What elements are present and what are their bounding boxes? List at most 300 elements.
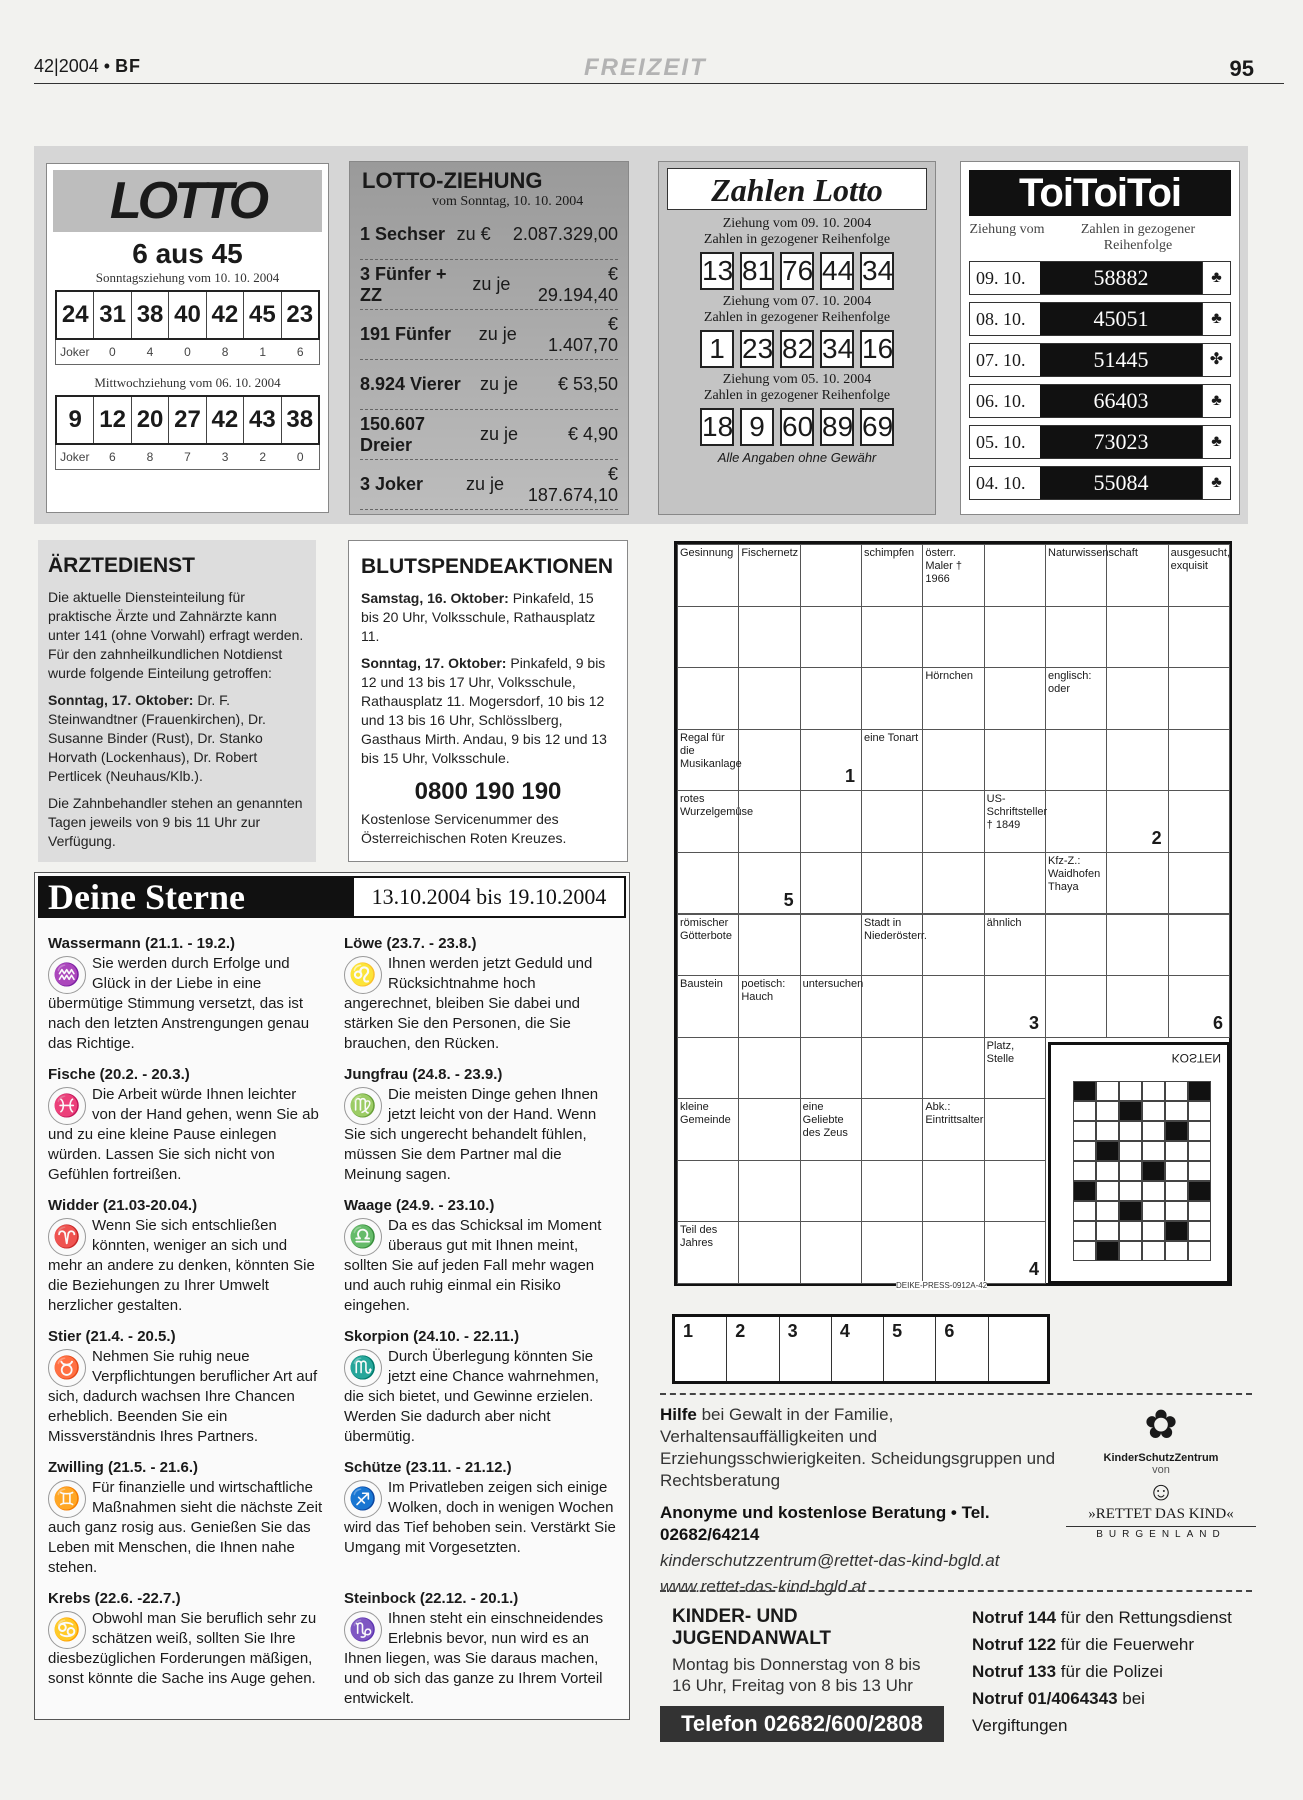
number: 40 xyxy=(169,292,206,338)
crossword-cell[interactable] xyxy=(861,1037,923,1100)
prize-row xyxy=(360,360,618,410)
wed-joker xyxy=(55,445,320,470)
sign-text: Ihnen steht ein einschneidendes Erlebnis bevor, nun wird es an Ihnen liegen, was Sie daraus machen, und ob sich das ganze zu Ihrem Vorteil entwickelt. xyxy=(344,1610,604,1707)
draw-numbers xyxy=(659,252,935,290)
crossword-cell[interactable] xyxy=(677,1037,739,1100)
crossword-cell[interactable] xyxy=(984,852,1046,915)
solution-number: 1 xyxy=(845,766,856,787)
flower-icon: ✿ xyxy=(1144,1403,1178,1447)
mirror-cell xyxy=(1188,1161,1211,1181)
bold-date: Sonntag, 17. Oktober: xyxy=(48,692,194,708)
number: 45 xyxy=(244,292,281,338)
blut-p1 xyxy=(361,589,615,646)
draw-order: Zahlen in gezogener Reihenfolge xyxy=(703,310,891,325)
prize-amount: € 187.674,10 xyxy=(527,463,618,505)
crossword-cell[interactable] xyxy=(922,914,984,977)
horoscope-sign xyxy=(344,1065,620,1186)
crossword-cell[interactable] xyxy=(1045,914,1107,977)
joker-cell: 6 xyxy=(109,450,116,464)
prize-amount: € 4,90 xyxy=(567,424,618,444)
clue-cell: eine Tonart xyxy=(861,729,923,792)
mirror-cell xyxy=(1188,1121,1211,1141)
horoscope-sign xyxy=(344,1196,620,1317)
draw-numbers xyxy=(659,408,935,446)
crossword-cell[interactable] xyxy=(800,1037,862,1100)
crossword-cell[interactable] xyxy=(800,606,862,669)
joker-cell: 1 xyxy=(259,345,267,359)
sign-text: Im Privatleben zeigen sich einige Wolken, doch in wenigen Wochen wird das Tief behoben sein. Verstärkt Sie Umgang mit Vorgesetzten. xyxy=(344,1479,616,1556)
zodiac-icon: ♎ xyxy=(344,1218,382,1256)
divider xyxy=(660,1393,1252,1395)
mirror-cell xyxy=(1142,1201,1165,1221)
horoscope-sign xyxy=(48,1065,324,1186)
clue-cell: Gesinnung xyxy=(677,544,739,607)
number: 38 xyxy=(132,292,169,338)
prize-row xyxy=(360,310,618,360)
crossword-cell[interactable] xyxy=(1168,790,1230,853)
mirror-cell xyxy=(1142,1181,1165,1201)
crossword-cell[interactable] xyxy=(738,914,800,977)
crossword-cell[interactable] xyxy=(861,1160,923,1223)
symbol-icon: ♣ xyxy=(1202,385,1230,417)
org-name: KinderSchutzZentrum xyxy=(1103,1452,1219,1464)
solution-spacer xyxy=(989,1317,1047,1381)
mirror-cell xyxy=(1119,1121,1142,1141)
prize-tier: 8.924 Vierer xyxy=(360,374,461,394)
crossword-cell[interactable] xyxy=(738,606,800,669)
crossword-cell[interactable] xyxy=(1168,729,1230,792)
prize-tier: 150.607 Dreier xyxy=(360,413,426,455)
notruf-number: Notruf 01/4064343 xyxy=(972,1689,1118,1708)
zahlenlotto-panel xyxy=(658,161,936,515)
solution-cell[interactable]: 5 xyxy=(884,1317,936,1381)
sign-heading: Widder (21.03-20.04.) xyxy=(48,1197,198,1214)
mirror-cell xyxy=(1119,1081,1142,1101)
toitoitoi-panel xyxy=(960,161,1240,515)
prize-per: zu je xyxy=(478,324,517,344)
clue-cell: Naturwissenschaft xyxy=(1045,544,1107,607)
crossword-solution-box xyxy=(1048,1042,1230,1284)
symbol-icon: ♣ xyxy=(1202,262,1230,294)
issue-label: 42|2004 • BF xyxy=(34,56,142,76)
crossword-cell[interactable] xyxy=(922,1037,984,1100)
notruf-text: bei Vergiftungen xyxy=(972,1689,1145,1735)
aerzte-p2 xyxy=(48,691,306,786)
solution-cell[interactable]: 2 xyxy=(727,1317,779,1381)
crossword-cell[interactable] xyxy=(677,667,739,730)
clue-cell: römischer Götterbote xyxy=(677,914,739,977)
sign-text: Für finanzielle und wirtschaftliche Maßnahmen sieht die nächste Zeit auch ganz rosig aus. Genießen Sie das Leben mit Menschen, die Ihnen nahe stehen. xyxy=(48,1479,323,1576)
horoscope-sign xyxy=(344,1589,620,1710)
zodiac-icon: ♐ xyxy=(344,1480,382,1518)
zodiac-icon: ♓ xyxy=(48,1087,86,1125)
horoscope-sign xyxy=(344,934,620,1055)
section-title: FREIZEIT xyxy=(584,54,707,81)
draw-order: Zahlen in gezogener Reihenfolge xyxy=(703,388,891,403)
zodiac-icon: ♊ xyxy=(48,1480,86,1518)
number: 34 xyxy=(860,252,894,290)
horoscope-sign xyxy=(48,934,324,1055)
solution-cell[interactable]: 3 xyxy=(780,1317,832,1381)
joker-cell: Joker xyxy=(60,450,90,464)
draw-date: Ziehung vom 05. 10. 2004 xyxy=(722,372,872,387)
mirror-cell xyxy=(1188,1201,1211,1221)
sign-text: Da es das Schicksal im Moment überaus gut mit Ihnen meint, sollten Sie auf jeden Fall mehr wagen und auch ruhig einmal ein Risiko eingehen. xyxy=(344,1217,602,1314)
crossword-cell[interactable] xyxy=(984,667,1046,730)
number: 69 xyxy=(860,408,894,446)
zodiac-icon: ♋ xyxy=(48,1611,86,1649)
mirror-cell xyxy=(1119,1221,1142,1241)
crossword-cell[interactable] xyxy=(800,1160,862,1223)
draw-number: 66403 xyxy=(1040,385,1202,417)
crossword-cell[interactable] xyxy=(1168,852,1230,915)
lotto-logo: LOTTO xyxy=(53,170,322,232)
crossword-cell[interactable] xyxy=(1045,729,1107,792)
zodiac-icon: ♍ xyxy=(344,1087,382,1125)
joker-cell: 4 xyxy=(146,345,154,359)
crossword-cell[interactable] xyxy=(800,667,862,730)
mirror-cell xyxy=(1073,1241,1096,1261)
prize-row xyxy=(360,410,618,460)
zodiac-icon: ♉ xyxy=(48,1349,86,1387)
blut-p2 xyxy=(361,654,615,768)
crossword-solution-row[interactable] xyxy=(672,1314,1050,1384)
number: 9 xyxy=(740,408,774,446)
solution-cell[interactable]: 6 xyxy=(936,1317,988,1381)
aerzte-title: ÄRZTEDIENST xyxy=(48,554,195,577)
mirror-cell xyxy=(1142,1141,1165,1161)
sign-heading: Skorpion (24.10. - 22.11.) xyxy=(344,1328,520,1345)
joker-cell: 7 xyxy=(184,450,191,464)
mirror-cell xyxy=(1165,1141,1188,1161)
wed-label: Mittwochziehung vom 06. 10. 2004 xyxy=(94,375,281,390)
number: 31 xyxy=(94,292,131,338)
notruf-item xyxy=(972,1604,1242,1631)
aerztedienst-box xyxy=(38,540,316,862)
horoscope-sign xyxy=(344,1458,620,1579)
horoscope-sign xyxy=(48,1327,324,1448)
crossword-cell[interactable] xyxy=(738,1098,800,1161)
clue-cell: Regal für die Musikanlage xyxy=(677,729,739,792)
symbol-icon: ♣ xyxy=(1202,467,1230,499)
crossword-cell[interactable] xyxy=(738,790,800,853)
number: 9 xyxy=(57,397,94,443)
sign-heading: Jungfrau (24.8. - 23.9.) xyxy=(344,1066,503,1083)
sign-heading: Fische (20.2. - 20.3.) xyxy=(48,1066,190,1083)
draw-number: 58882 xyxy=(1040,262,1202,294)
joker-cell: 3 xyxy=(221,450,229,464)
number: 27 xyxy=(169,397,206,443)
mirror-cell xyxy=(1165,1221,1188,1241)
prize-amount: 2.087.329,00 xyxy=(512,224,618,244)
mirror-cell xyxy=(1165,1181,1188,1201)
clue-cell: ähnlich xyxy=(984,914,1046,977)
horoscope-sign xyxy=(48,1589,324,1710)
horoscope-col-right xyxy=(344,934,620,1720)
kjw-text: Montag bis Donnerstag von 8 bis 16 Uhr, Freitag von 8 bis 13 Uhr xyxy=(672,1655,921,1695)
toitoitoi-row xyxy=(969,425,1231,459)
crossword-cell[interactable] xyxy=(677,852,739,915)
text: Dr. F. Steinwandtner (Frauenkirchen), Dr. Susanne Binder (Rust), Dr. Stanko Horvath (Lockenhaus), Dr. Robert Pertlicek (Neuhaus/Klb.). xyxy=(48,692,266,784)
prize-per: zu € xyxy=(456,224,491,244)
number: 43 xyxy=(244,397,281,443)
crossword-cell[interactable] xyxy=(1106,975,1168,1038)
mirror-cell xyxy=(1119,1201,1142,1221)
aerzte-p3: Die Zahnbehandler stehen an genannten Tagen jeweils von 9 bis 11 Uhr zur Verfügung. xyxy=(48,795,303,849)
bold-date: Samstag, 16. Oktober: xyxy=(361,590,509,606)
solution-label: KOSTEN xyxy=(1171,1051,1221,1065)
joker-cell: 8 xyxy=(146,450,154,464)
zodiac-icon: ♏ xyxy=(344,1349,382,1387)
number: 23 xyxy=(740,330,774,368)
crossword-cell[interactable] xyxy=(738,729,800,792)
sign-heading: Steinbock (22.12. - 20.1.) xyxy=(344,1590,519,1607)
clue-cell: US-Schriftsteller † 1849 xyxy=(984,790,1046,853)
prize-per: zu je xyxy=(472,274,511,294)
draw-date: 05. 10. xyxy=(970,426,1040,458)
mirror-cell xyxy=(1073,1081,1096,1101)
ziehung-title: LOTTO-ZIEHUNG xyxy=(362,168,543,193)
notruf-number: Notruf 144 xyxy=(972,1608,1057,1627)
number: 16 xyxy=(860,330,894,368)
clue-cell: Kfz-Z.: Waidhofen Thaya xyxy=(1045,852,1107,915)
crossword-cell[interactable] xyxy=(738,1037,800,1100)
bold-date: Sonntag, 17. Oktober: xyxy=(361,655,507,671)
crossword-cell[interactable] xyxy=(800,790,862,853)
crossword-cell[interactable] xyxy=(738,667,800,730)
toitoitoi-header xyxy=(969,222,1231,254)
symbol-icon: ♣ xyxy=(1202,303,1230,335)
crossword-cell[interactable] xyxy=(984,1160,1046,1223)
crossword-cell[interactable] xyxy=(984,729,1046,792)
crossword-cell[interactable] xyxy=(738,1160,800,1223)
ziehung-subtitle: vom Sonntag, 10. 10. 2004 xyxy=(432,194,584,209)
crossword-cell[interactable] xyxy=(1106,606,1168,669)
crossword-cell[interactable] xyxy=(1106,914,1168,977)
crossword-cell[interactable] xyxy=(1106,729,1168,792)
number: 81 xyxy=(740,252,774,290)
solution-cell[interactable]: 1 xyxy=(675,1317,727,1381)
number: 44 xyxy=(820,252,854,290)
crossword-cell[interactable] xyxy=(861,667,923,730)
prize-per: zu je xyxy=(480,374,519,394)
prize-amount: € 29.194,40 xyxy=(537,263,618,305)
notruf-item xyxy=(972,1685,1242,1739)
mirror-cell xyxy=(1096,1101,1119,1121)
notruf-item xyxy=(972,1658,1242,1685)
divider xyxy=(660,1590,1252,1592)
clue-cell: rotes Wurzelgemüse xyxy=(677,790,739,853)
von-label: von xyxy=(1152,1464,1170,1476)
crossword-cell[interactable] xyxy=(861,790,923,853)
toitoitoi-row xyxy=(969,343,1231,377)
notruf-item xyxy=(972,1631,1242,1658)
sign-text: Die meisten Dinge gehen Ihnen jetzt leicht von der Hand. Wenn Sie sich ungerecht behandelt fühlen, müssen Sie dem Partner mal die Meinung sagen. xyxy=(344,1086,599,1183)
prize-row xyxy=(360,460,618,510)
horoscope-header xyxy=(38,876,626,918)
crossword-cell[interactable] xyxy=(800,852,862,915)
zodiac-icon: ♑ xyxy=(344,1611,382,1649)
draw-date: 08. 10. xyxy=(970,303,1040,335)
prize-tier: 3 Joker xyxy=(360,474,424,494)
sign-text: Durch Überlegung könnten Sie jetzt eine Chance wahrnehmen, die sich bietet, und Gewinne erzielen. Werden Sie dadurch aber nicht übermütig. xyxy=(344,1348,599,1445)
mirror-cell xyxy=(1188,1241,1211,1261)
draw-date: Ziehung vom 09. 10. 2004 xyxy=(722,216,872,231)
sign-text: Obwohl man Sie beruflich sehr zu schätzen weiß, sollten Sie Ihre diesbezüglichen Forderungen mäßigen, sonst könnte die Sache ins Auge gehen. xyxy=(48,1610,317,1687)
crossword-cell[interactable] xyxy=(922,975,984,1038)
sunday-label: Sonntagsziehung vom 10. 10. 2004 xyxy=(95,270,280,285)
mirror-cell xyxy=(1142,1081,1165,1101)
draw-number: 73023 xyxy=(1040,426,1202,458)
clue-cell: schimpfen xyxy=(861,544,923,607)
solution-number: 3 xyxy=(1029,1012,1040,1033)
notruf-list xyxy=(972,1604,1242,1739)
draw-date: 04. 10. xyxy=(970,467,1040,499)
col-header: Ziehung vom xyxy=(969,222,1045,237)
toitoitoi-logo: ToiToiToi xyxy=(969,170,1231,216)
mirror-cell xyxy=(1119,1101,1142,1121)
crossword-cell[interactable] xyxy=(922,606,984,669)
crossword-cell[interactable] xyxy=(1045,975,1107,1038)
draw-date: 06. 10. xyxy=(970,385,1040,417)
hilfe-text xyxy=(660,1404,1060,1492)
page-header xyxy=(34,52,1284,84)
prize-amount: € 1.407,70 xyxy=(547,313,619,355)
notruf-text: für den Rettungsdienst xyxy=(1056,1608,1232,1627)
zahlenlotto-logo: Zahlen Lotto xyxy=(667,168,927,210)
crossword-cell[interactable] xyxy=(800,914,862,977)
horoscope-dates: 13.10.2004 bis 19.10.2004 xyxy=(352,876,626,918)
crossword-cell[interactable] xyxy=(922,1160,984,1223)
crossword-cell[interactable] xyxy=(861,606,923,669)
crossword-cell[interactable] xyxy=(1168,606,1230,669)
number: 42 xyxy=(207,292,244,338)
crossword-cell[interactable] xyxy=(922,1221,984,1284)
blutspende-box xyxy=(348,540,628,862)
clue-cell: Abk.: Eintrittsalter xyxy=(922,1098,984,1161)
number: 1 xyxy=(700,330,734,368)
sign-heading: Krebs (22.6. -22.7.) xyxy=(48,1590,181,1607)
sunday-joker xyxy=(55,340,320,365)
joker-cell: Joker xyxy=(60,345,90,359)
mirror-cell xyxy=(1073,1101,1096,1121)
draw-order: Zahlen in gezogener Reihenfolge xyxy=(703,232,891,247)
clue-cell: Hörnchen xyxy=(922,667,984,730)
kjw-title: KINDER- UND JUGENDANWALT xyxy=(672,1606,832,1649)
mirror-cell xyxy=(1119,1141,1142,1161)
disclaimer: Alle Angaben ohne Gewähr xyxy=(717,450,877,465)
prize-row xyxy=(360,210,618,260)
number: 38 xyxy=(286,406,314,433)
crossword-cell[interactable] xyxy=(738,1221,800,1284)
clue-cell: untersuchen xyxy=(800,975,862,1038)
crossword-cell[interactable] xyxy=(800,544,862,607)
hilfe-email[interactable]: kinderschutzzentrum@rettet-das-kind-bgld.at xyxy=(660,1551,1000,1570)
crossword-cell[interactable] xyxy=(984,606,1046,669)
mirror-cell xyxy=(1073,1181,1096,1201)
mirror-cell xyxy=(1165,1241,1188,1261)
kjw-box xyxy=(660,1606,944,1742)
child-icon: ☺ xyxy=(1147,1476,1175,1506)
mirror-cell xyxy=(1096,1241,1119,1261)
solution-cell[interactable]: 4 xyxy=(832,1317,884,1381)
number: 60 xyxy=(780,408,814,446)
clue-cell: ausgesucht, exquisit xyxy=(1168,544,1230,607)
mirror-cell xyxy=(1188,1221,1211,1241)
crossword-cell[interactable] xyxy=(922,729,984,792)
sign-text: Nehmen Sie ruhig neue Verpflichtungen beruflicher Art auf sich, dadurch wachsen Ihre Chancen erheblich. Beenden Sie ein Missverständnis Ihres Partners. xyxy=(48,1348,318,1445)
sign-text: Die Arbeit würde Ihnen leichter von der Hand gehen, wenn Sie ab und zu eine kleine Pause einlegen würden. Lassen Sie sich nicht von Gefühlen fortreißen. xyxy=(48,1086,319,1183)
number: 13 xyxy=(700,252,734,290)
mirror-cell xyxy=(1119,1161,1142,1181)
crossword-cell[interactable] xyxy=(1045,606,1107,669)
mirror-cell xyxy=(1096,1081,1119,1101)
crossword-cell[interactable] xyxy=(984,1098,1046,1161)
joker-cell: 0 xyxy=(184,345,191,359)
sign-heading: Zwilling (21.5. - 21.6.) xyxy=(48,1459,199,1476)
crossword-cell[interactable] xyxy=(1106,667,1168,730)
crossword-cell[interactable] xyxy=(1168,914,1230,977)
notruf-number: Notruf 122 xyxy=(972,1635,1057,1654)
mirror-cell xyxy=(1142,1221,1165,1241)
mirror-cell xyxy=(1165,1081,1188,1101)
crossword-cell[interactable] xyxy=(861,975,923,1038)
rdk-label: »RETTET DAS KIND« xyxy=(1088,1506,1234,1522)
mirror-cell xyxy=(1073,1221,1096,1241)
kinderschutz-logo xyxy=(1066,1404,1256,1540)
crossword-cell[interactable] xyxy=(861,1098,923,1161)
mirror-cell xyxy=(1188,1181,1211,1201)
text: Pinkafeld, 15 bis 20 Uhr, Volksschule, Rathausplatz 11. xyxy=(361,590,596,644)
toitoitoi-row xyxy=(969,261,1231,295)
draw-number: 45051 xyxy=(1040,303,1202,335)
mirror-cell xyxy=(1096,1141,1119,1161)
crossword-cell[interactable] xyxy=(922,790,984,853)
number: 76 xyxy=(780,252,814,290)
crossword-cell[interactable] xyxy=(800,1221,862,1284)
number: 42 xyxy=(207,397,244,443)
sign-heading: Stier (21.4. - 20.5.) xyxy=(48,1328,176,1345)
crossword-cell[interactable] xyxy=(1168,667,1230,730)
draw-date: Ziehung vom 07. 10. 2004 xyxy=(722,294,872,309)
mirror-cell xyxy=(1096,1161,1119,1181)
clue-cell: österr. Maler † 1966 xyxy=(922,544,984,607)
text: Pinkafeld, 9 bis 12 und 13 bis 17 Uhr, Volksschule, Rathausplatz 11. Mogersdorf, 10 bis 12 und 13 bis 16 Uhr, Schlösslberg, Gasthaus Mirth. Andau, 9 bis 12 und 13 bis 15 Uhr, Volksschule. xyxy=(361,655,607,766)
number: 24 xyxy=(57,292,94,338)
crossword-cell[interactable] xyxy=(1045,790,1107,853)
crossword-cell[interactable] xyxy=(677,606,739,669)
notruf-text: für die Polizei xyxy=(1056,1662,1163,1681)
mirror-cell xyxy=(1073,1161,1096,1181)
hilfe-web[interactable]: www.rettet-das-kind-bgld.at xyxy=(660,1577,866,1596)
crossword-cell[interactable] xyxy=(922,852,984,915)
crossword-cell[interactable] xyxy=(1106,852,1168,915)
joker-cell: 8 xyxy=(221,345,229,359)
clue-cell: Baustein xyxy=(677,975,739,1038)
bgld-label: BURGENLAND xyxy=(1066,1526,1256,1540)
prize-tier: 191 Fünfer xyxy=(360,324,452,344)
crossword-cell[interactable] xyxy=(984,544,1046,607)
horoscope-sign xyxy=(48,1196,324,1317)
blut-note: Kostenlose Servicenummer des Österreichischen Roten Kreuzes. xyxy=(361,811,567,846)
hilfe-tel: Anonyme und kostenlose Beratung • Tel. 02682/64214 xyxy=(660,1503,990,1544)
sign-heading: Schütze (23.11. - 21.12.) xyxy=(344,1459,512,1476)
crossword-cell[interactable] xyxy=(861,852,923,915)
crossword-cell[interactable] xyxy=(677,1160,739,1223)
crossword-cell[interactable] xyxy=(861,1221,923,1284)
number: 12 xyxy=(94,397,131,443)
prize-tier: 1 Sechser xyxy=(360,224,446,244)
